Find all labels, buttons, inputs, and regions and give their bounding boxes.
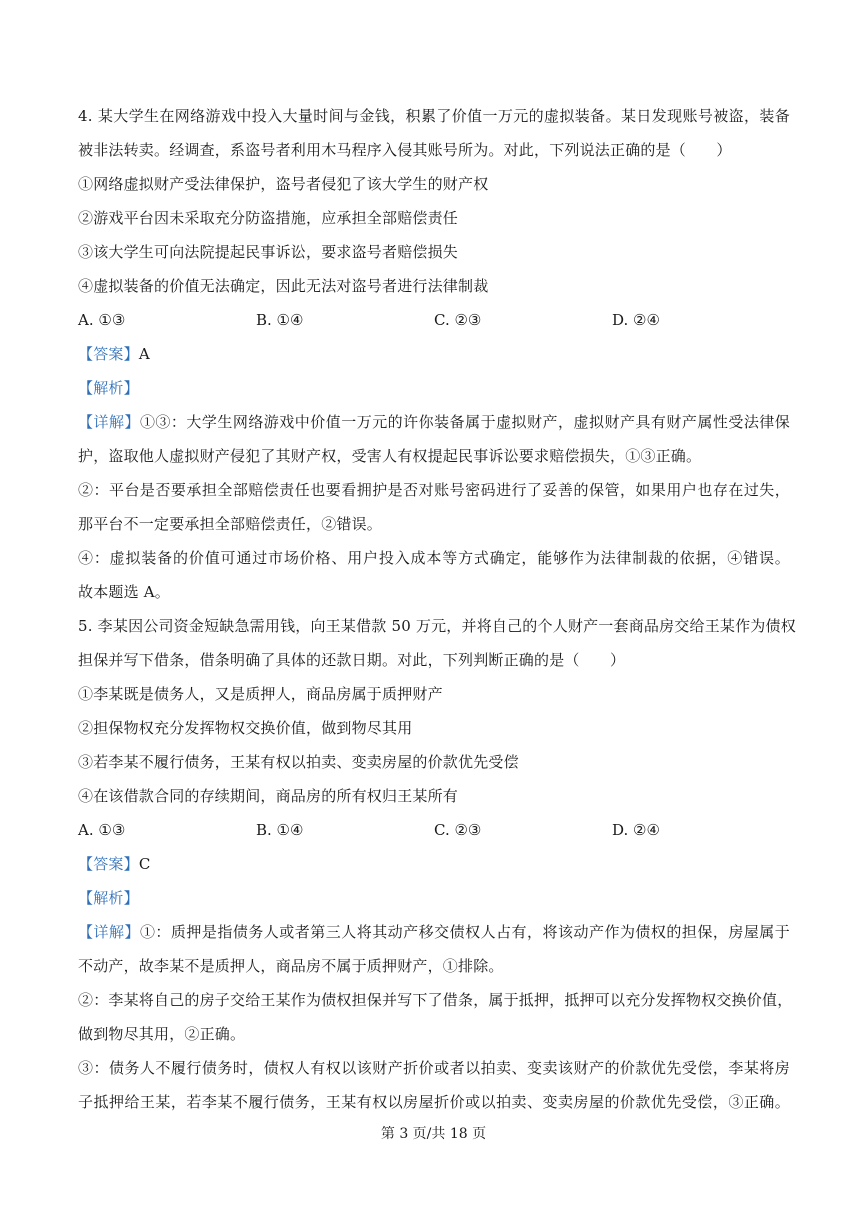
- q4-detail-line1: [78, 412, 790, 432]
- q5-statement-1: ①李某既是债务人，又是质押人，商品房属于质押财产: [78, 685, 443, 703]
- q4-detail-line5: ④：虚拟装备的价值可通过市场价格、用户投入成本等方式确定，能够作为法律制裁的依据，④错误。: [78, 549, 790, 567]
- q4-detail-line4: 那平台不一定要承担全部赔偿责任，②错误。: [78, 515, 383, 533]
- q5-analysis-tag: 【解析】: [78, 889, 139, 907]
- q4-detail-line3: ②：平台是否要承担全部赔偿责任也要看拥护是否对账号密码进行了妥善的保管，如果用户也存在过失，: [78, 481, 790, 499]
- q5-detail-line5: ③：债务人不履行债务时，债权人有权以该财产折价或者以拍卖、变卖该财产的价款优先受偿，李某将房: [78, 1059, 790, 1077]
- q5-statement-2: ②担保物权充分发挥物权交换价值，做到物尽其用: [78, 719, 413, 737]
- q5-option-c: C. ②③: [434, 821, 482, 839]
- q5-detail-line2: 不动产，故李某不是质押人，商品房不属于质押财产，①排除。: [78, 957, 504, 975]
- page-footer: 第 3 页/共 18 页: [380, 1126, 487, 1142]
- q5-statement-3: ③若李某不履行债务，王某有权以拍卖、变卖房屋的价款优先受偿: [78, 753, 519, 771]
- q5-detail-text1: ①：质押是指债务人或者第三人将其动产移交债权人占有，将该动产作为债权的担保，房屋属于: [139, 923, 790, 941]
- q4-option-b: B. ①④: [256, 311, 304, 329]
- q4-statement-2: ②游戏平台因未采取充分防盗措施，应承担全部赔偿责任: [78, 209, 459, 227]
- q4-detail-tag: 【详解】: [78, 413, 140, 431]
- q5-detail-line1: [78, 922, 790, 942]
- q4-stem-line1: 4. 某大学生在网络游戏中投入大量时间与金钱，积累了价值一万元的虚拟装备。某日发现账号被盗，装备: [78, 107, 790, 125]
- q5-option-a: A. ①③: [78, 821, 126, 839]
- q4-answer-tag: 【答案】: [78, 345, 139, 363]
- q4-conclusion: 故本题选 A。: [78, 583, 171, 601]
- q5-stem-line1: 5. 李某因公司资金短缺急需用钱，向王某借款 50 万元，并将自己的个人财产一套商品房交给王某作为债权: [78, 617, 796, 635]
- q4-answer-row: [78, 344, 150, 364]
- q5-stem-line2: 担保并写下借条，借条明确了具体的还款日期。对此，下列判断正确的是（ ）: [78, 651, 626, 669]
- q4-answer: A: [138, 345, 150, 363]
- q4-statement-1: ①网络虚拟财产受法律保护，盗号者侵犯了该大学生的财产权: [78, 175, 489, 193]
- q5-detail-line4: 做到物尽其用，②正确。: [78, 1025, 246, 1043]
- q4-option-c: C. ②③: [434, 311, 482, 329]
- q4-detail-line2: 护，盗取他人虚拟财产侵犯了其财产权，受害人有权提起民事诉讼要求赔偿损失，①③正确。: [78, 447, 702, 465]
- q4-detail-text1: ①③：大学生网络游戏中价值一万元的许你装备属于虚拟财产，虚拟财产具有财产属性受法律保: [139, 413, 790, 431]
- q5-detail-line6: 子抵押给王某，若李某不履行债务，王某有权以房屋折价或以拍卖、变卖房屋的价款优先受偿，③正确。: [78, 1093, 790, 1111]
- q4-statement-4: ④虚拟装备的价值无法确定，因此无法对盗号者进行法律制裁: [78, 277, 489, 295]
- q5-detail-line3: ②：李某将自己的房子交给王某作为债权担保并写下了借条，属于抵押，抵押可以充分发挥物权交换价值，: [78, 991, 793, 1009]
- q5-option-b: B. ①④: [256, 821, 304, 839]
- q5-option-d: D. ②④: [612, 821, 660, 839]
- q5-answer-tag: 【答案】: [78, 855, 139, 873]
- q4-option-a: A. ①③: [78, 311, 126, 329]
- q5-answer-row: [78, 854, 151, 874]
- q4-stem-line2: 被非法转卖。经调查，系盗号者利用木马程序入侵其账号所为。对此，下列说法正确的是（ ）: [78, 141, 732, 159]
- q4-option-d: D. ②④: [612, 311, 660, 329]
- q5-answer: C: [138, 855, 151, 873]
- q4-statement-3: ③该大学生可向法院提起民事诉讼，要求盗号者赔偿损失: [78, 243, 459, 261]
- q5-statement-4: ④在该借款合同的存续期间，商品房的所有权归王某所有: [78, 787, 459, 805]
- q4-analysis-tag: 【解析】: [78, 379, 139, 397]
- q5-detail-tag: 【详解】: [78, 923, 140, 941]
